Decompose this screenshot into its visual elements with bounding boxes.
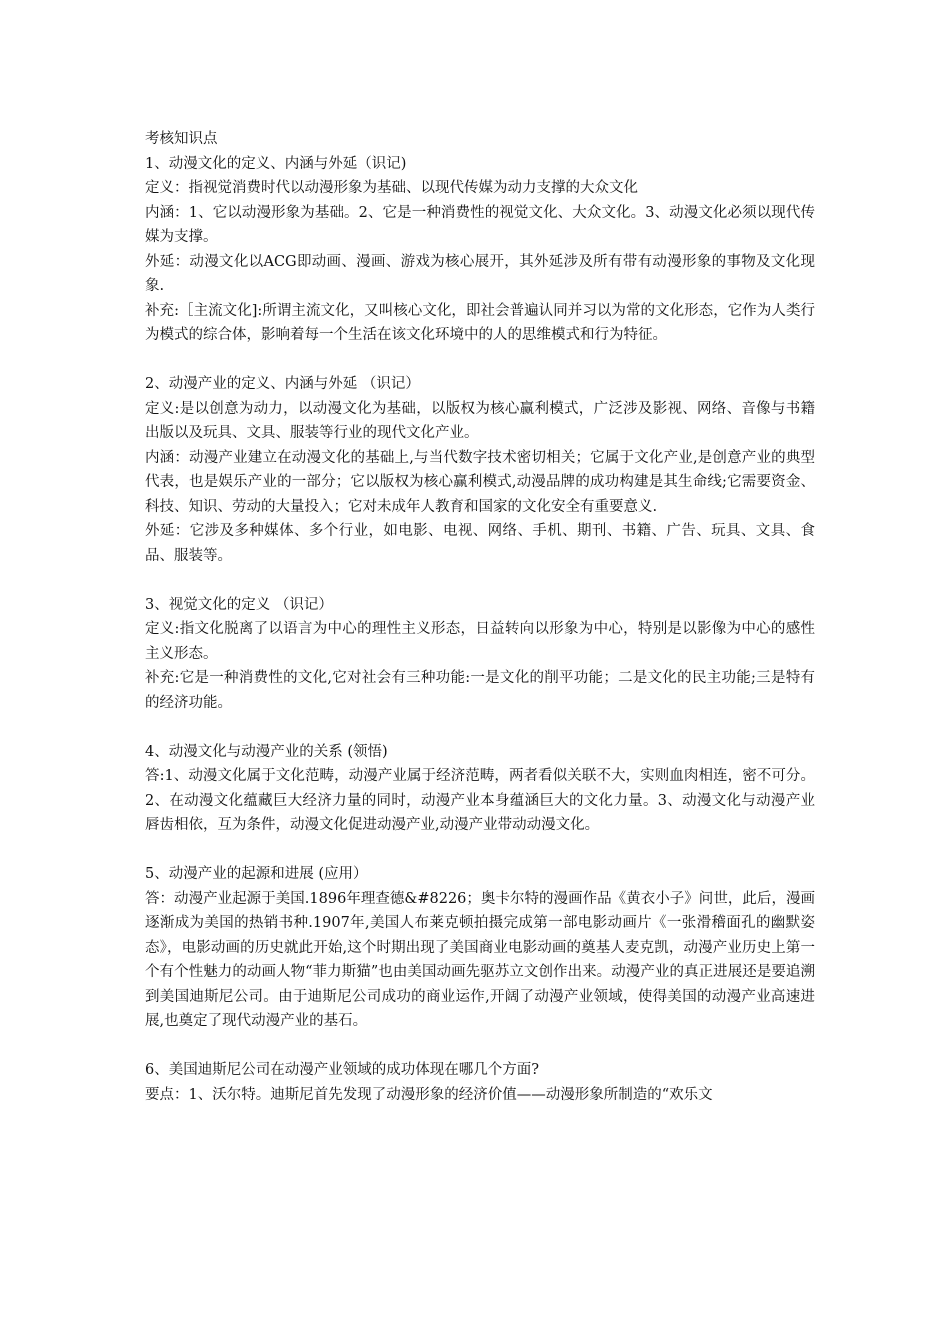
section-1-connotation: 内涵：1、它以动漫形象为基础。2、它是一种消费性的视觉文化、大众文化。3、动漫文化必须以现代传媒为支撑。 [145,204,815,245]
document-heading: 考核知识点 [145,131,218,147]
section-2-definition: 定义:是以创意为动力，以动漫文化为基础，以版权为核心赢利模式，广泛涉及影视、网络、音像与书籍出版以及玩具、文具、服装等行业的现代文化产业。 [145,400,815,441]
section-1-title: 1、动漫文化的定义、内涵与外延（识记) [145,155,407,172]
section-3-definition: 定义:指文化脱离了以语言为中心的理性主义形态，日益转向以形象为中心，特别是以影像为中心的感性主义形态。 [145,621,815,662]
section-6-title: 6、美国迪斯尼公司在动漫产业领域的成功体现在哪几个方面? [145,1062,539,1078]
section-spacer [145,348,815,373]
section-spacer [145,838,815,863]
section-2-connotation: 内涵：动漫产业建立在动漫文化的基础上,与当代数字技术密切相关；它属于文化产业,是创意产业的典型代表，也是娱乐产业的一部分；它以版权为核心赢利模式,动漫品牌的成功构建是其生命线;它需要资金、科技、知识、劳动的大量投入；它对未成年人教育和国家的文化安全有重要意义. [145,449,815,515]
section-spacer [145,1034,815,1059]
section-5-answer: 答：动漫产业起源于美国.1896年理查德&#8226；奥卡尔特的漫画作品《黄衣小子》问世，此后，漫画逐渐成为美国的热销书种.1907年,美国人布莱克顿拍摄完成第一部电影动画片《一张滑稽面孔的幽默姿态》，电影动画的历史就此开始,这个时期出现了美国商业电影动画的奠基人麦克凯，动漫产业历史上第一个有个性魅力的动画人物“菲力斯猫”也由美国动画先驱苏立文创作出来。动漫产业的真正进展还是要追溯到美国迪斯尼公司。由于迪斯尼公司成功的商业运作,开阔了动漫产业领域，使得美国的动漫产业高速进展,也奠定了现代动漫产业的基石。 [145,890,815,1029]
section-1-definition: 定义：指视觉消费时代以动漫形象为基础、以现代传媒为动力支撑的大众文化 [145,180,638,196]
section-spacer [145,715,815,740]
section-4-title: 4、动漫文化与动漫产业的关系 (领悟) [145,743,388,760]
document-body [145,127,815,1107]
section-5-title: 5、动漫产业的起源和进展 (应用） [145,866,368,882]
section-2-title: 2、动漫产业的定义、内涵与外延 （识记） [145,376,420,392]
section-1-extension: 外延：动漫文化以ACG即动画、漫画、游戏为核心展开，其外延涉及所有带有动漫形象的事物及文化现象. [145,253,815,294]
section-4-answer: 答:1、动漫文化属于文化范畴，动漫产业属于经济范畴，两者看似关联不大，实则血肉相连，密不可分。2、在动漫文化蕴藏巨大经济力量的同时，动漫产业本身蕴涵巨大的文化力量。3、动漫文化与动漫产业唇齿相依，互为条件，动漫文化促进动漫产业,动漫产业带动动漫文化。 [145,768,815,833]
section-spacer [145,568,815,593]
section-3-title: 3、视觉文化的定义 （识记） [145,596,333,613]
section-3-supplement: 补充:它是一种消费性的文化,它对社会有三种功能:一是文化的削平功能；二是文化的民主功能;三是特有的经济功能。 [145,670,815,711]
section-2-extension: 外延：它涉及多种媒体、多个行业，如电影、电视、网络、手机、期刊、书籍、广告、玩具、文具、食品、服装等。 [145,523,815,564]
section-1-supplement: 补充:［主流文化]:所谓主流文化，又叫核心文化，即社会普遍认同并习以为常的文化形态，它作为人类行为模式的综合体，影响着每一个生活在该文化环境中的人的思维模式和行为特征。 [145,302,815,343]
section-6-key-points: 要点：1、沃尔特。迪斯尼首先发现了动漫形象的经济价值——动漫形象所制造的“欢乐文 [145,1086,713,1103]
